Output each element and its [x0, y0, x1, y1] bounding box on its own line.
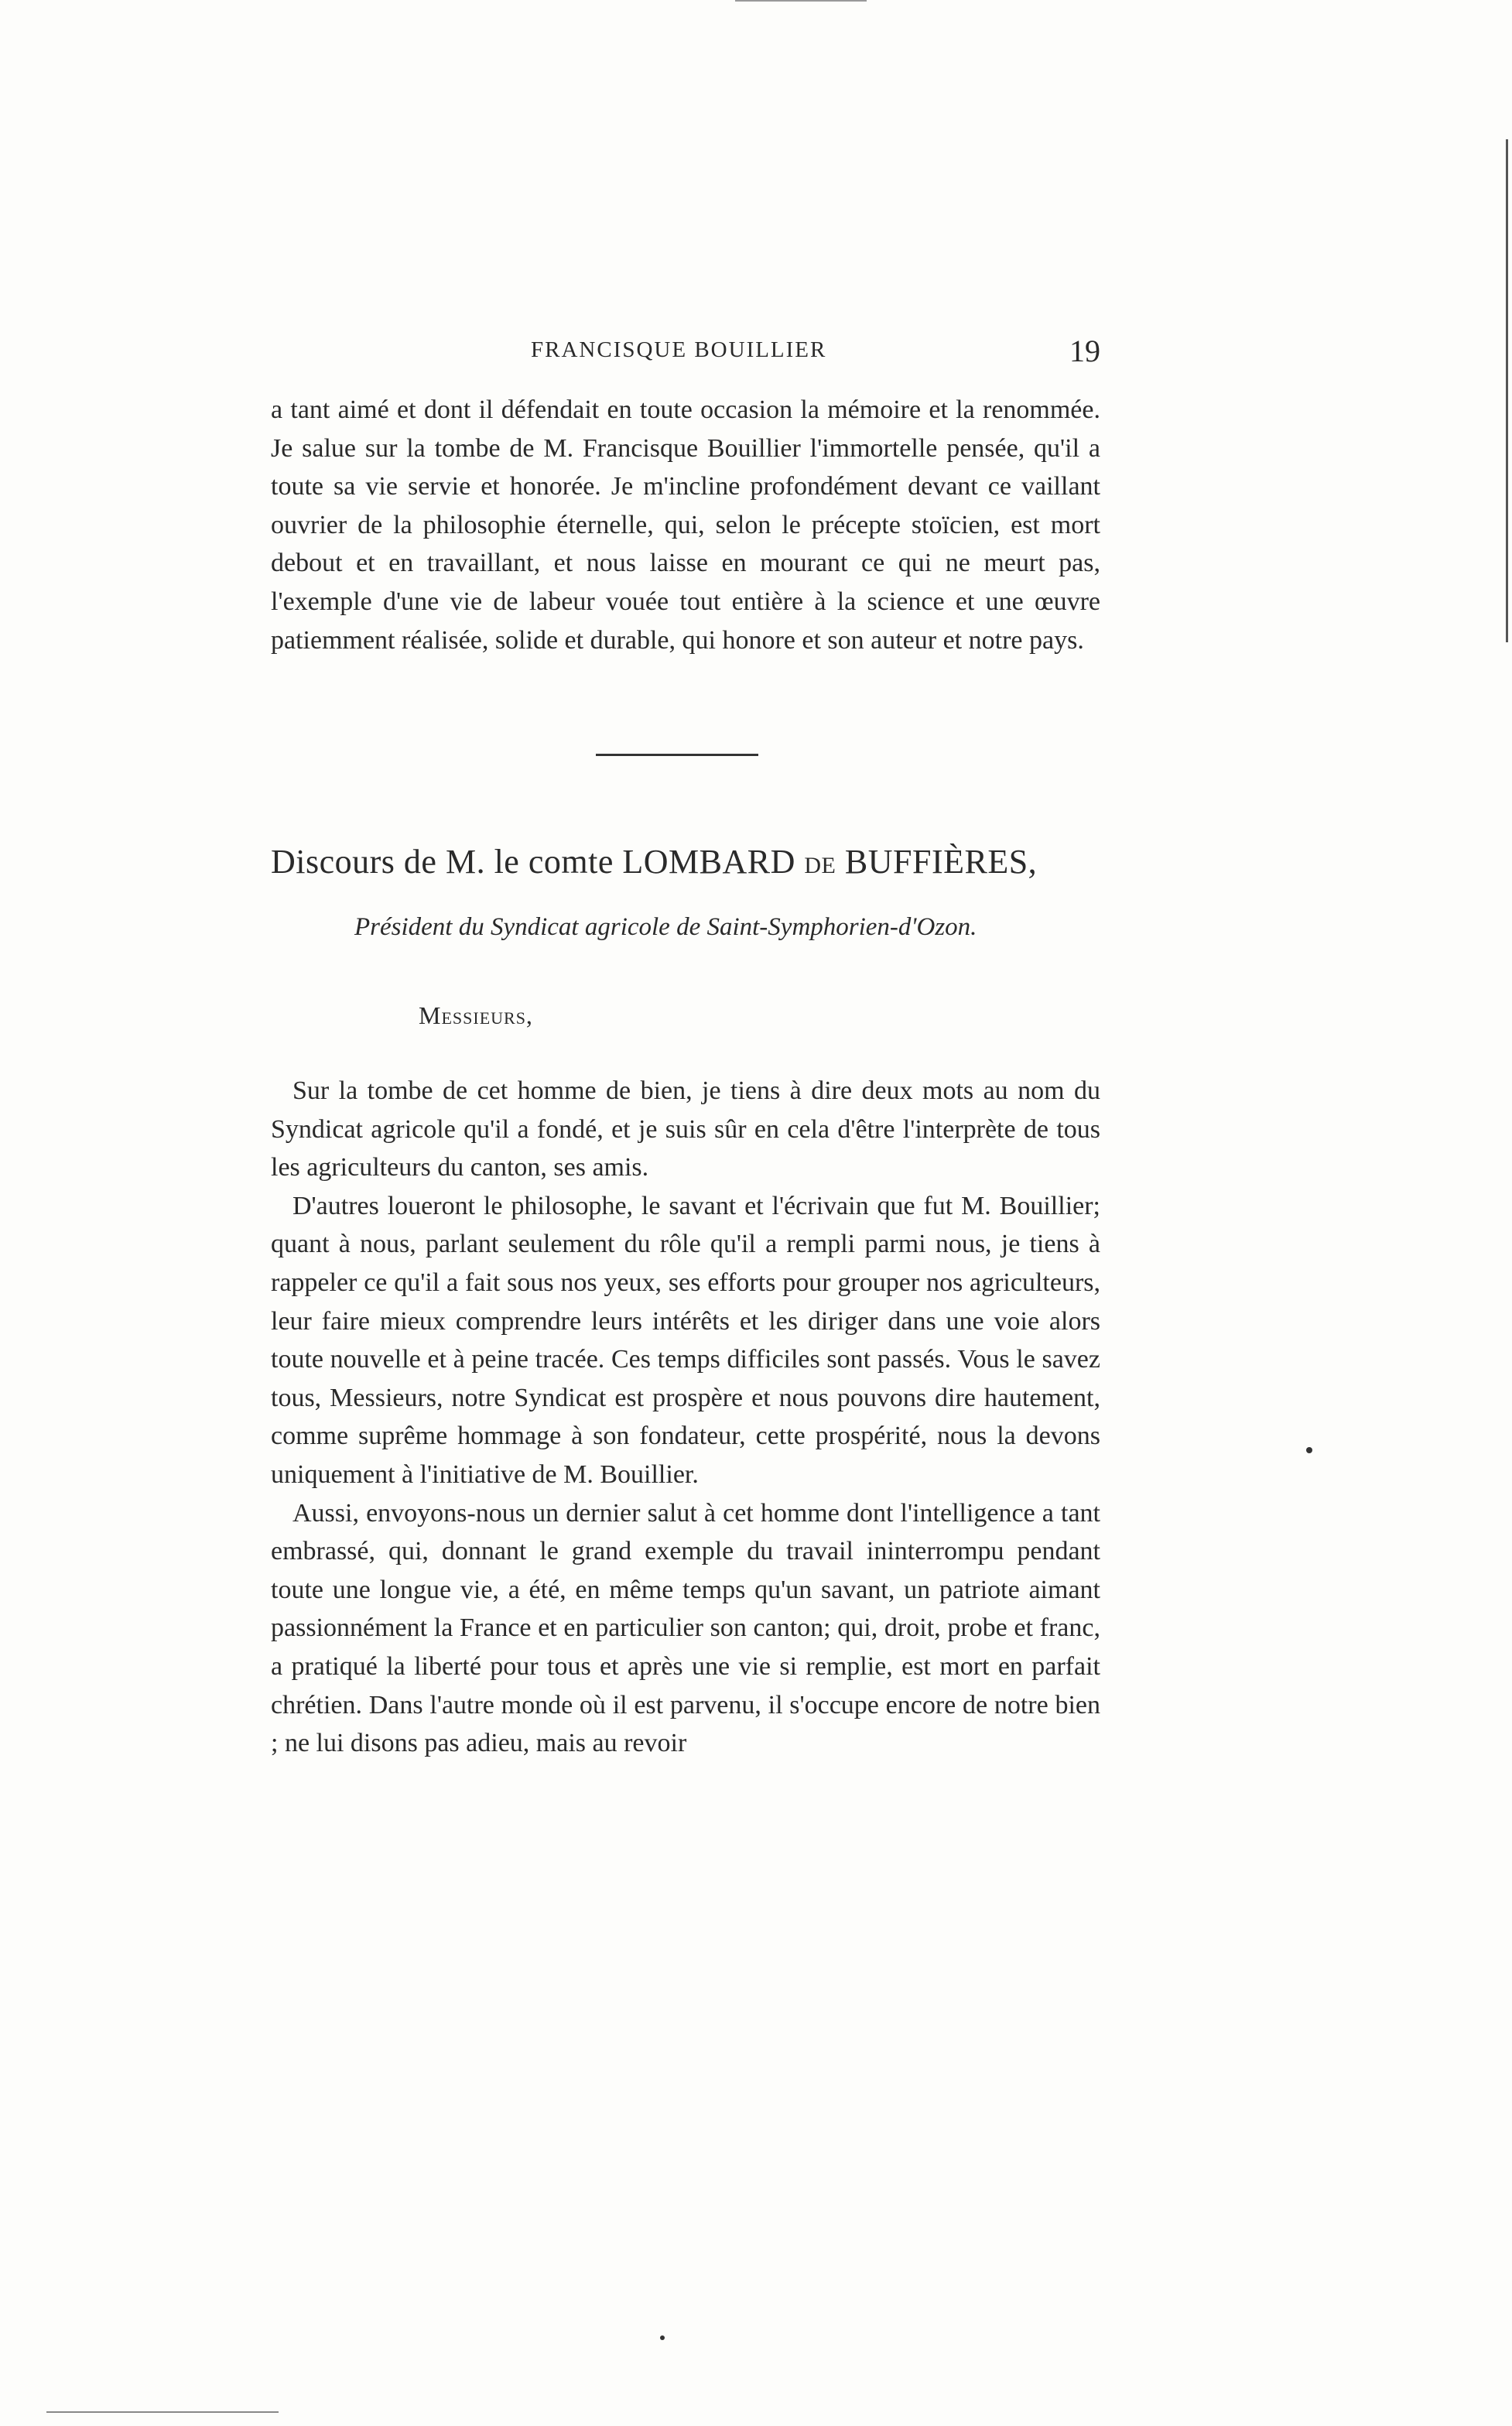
- speech-title: [271, 842, 1100, 881]
- speech-paragraph-1: Sur la tombe de cet homme de bien, je tiens à dire deux mots au nom du Syndicat agricole qu'il a fondé, et je suis sûr en cela d'être l'interprète de tous les agriculteurs du canton, ses amis.: [271, 1076, 1100, 1182]
- speck: [1306, 1447, 1312, 1453]
- scan-edge-bottom: [46, 2411, 279, 2413]
- speech-body: [271, 1072, 1100, 1763]
- scan-edge-right: [1506, 139, 1508, 642]
- speech-subtitle: Président du Syndicat agricole de Saint-Symphorien-d'Ozon.: [354, 913, 977, 941]
- speck: [660, 2335, 665, 2340]
- speech-title-suffix: BUFFIÈRES,: [836, 843, 1038, 881]
- running-head: [268, 334, 1100, 384]
- speech-paragraph-2: D'autres loueront le philosophe, le savant et l'écrivain que fut M. Bouillier; quant à nous, parlant seulement du rôle qu'il a rempli parmi nous, je tiens à rappeler ce qu'il a fait sous nos yeux, ses efforts pour grouper nos agriculteurs, leur faire mieux comprendre leurs intérêts et les diriger dans une voie alors toute nouvelle et à peine tracée. Ces temps difficiles sont passés. Vous le savez tous, Messieurs, notre Syndicat est prospère et nous pouvons dire hautement, comme suprême hommage à son fondateur, cette prospérité, nous la devons uniquement à l'initiative de M. Bouillier.: [271, 1191, 1100, 1489]
- scan-edge-top: [735, 0, 867, 2]
- continuation-text: a tant aimé et dont il défendait en toute occasion la mémoire et la renommée. Je salue sur la tombe de M. Francisque Bouillier l'immortelle pensée, qu'il a toute sa vie servie et honorée. Je m'incline profondément devant ce vaillant ouvrier de la philosophie éternelle, qui, selon le précepte stoïcien, est mort debout et en travaillant, et nous laisse en mourant ce qui ne meurt pas, l'exemple d'une vie de labeur vouée tout entière à la science et une œuvre patiemment réalisée, solide et durable, qui honore et son auteur et notre pays.: [271, 395, 1100, 655]
- speech-paragraph-3: Aussi, envoyons-nous un dernier salut à cet homme dont l'intelligence a tant embrassé, qui, donnant le grand exemple du travail ininterrompu pendant toute une longue vie, a été, en même temps qu'un savant, un patriote aimant passionnément la France et en particulier son canton; qui, droit, probe et franc, a pratiqué la liberté pour tous et après une vie si remplie, est mort en parfait chrétien. Dans l'autre monde où il est parvenu, il s'occupe encore de notre bien ; ne lui disons pas adieu, mais au revoir: [271, 1498, 1100, 1758]
- continuation-paragraph: [271, 391, 1100, 659]
- running-title: FRANCISQUE BOUILLIER: [531, 337, 827, 362]
- page-number: 19: [1069, 334, 1100, 368]
- salutation: [419, 1001, 533, 1030]
- section-divider: [596, 754, 758, 756]
- speech-title-particle: DE: [804, 853, 836, 878]
- speech-title-prefix: Discours de M. le comte LOMBARD: [271, 843, 805, 881]
- salutation-text: Messieurs,: [419, 1001, 533, 1029]
